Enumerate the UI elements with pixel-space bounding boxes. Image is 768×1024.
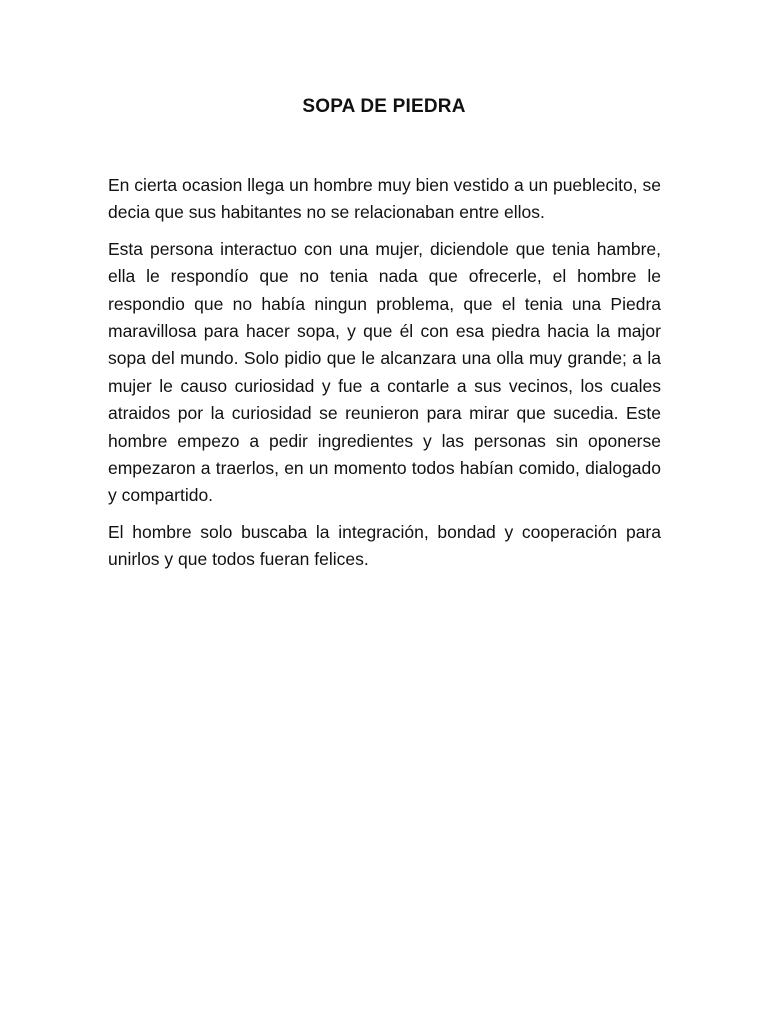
paragraph-2: Esta persona interactuo con una mujer, diciendole que tenia hambre, ella le respondío que no tenia nada que ofrecerle, el hombre le respondio que no había ningun problema, que el tenia una Piedra maravillosa para hacer sopa, y que él con esa piedra hacia la major sopa del mundo. Solo pidio que le alcanzara una olla muy grande; a la mujer le causo curiosidad y fue a contarle a sus vecinos, los cuales atraidos por la curiosidad se reunieron para mirar que sucedia. Este hombre empezo a pedir ingredientes y las personas sin oponerse empezaron a traerlos, en un momento todos habían comido, dialogado y compartido. bbox=[108, 238, 661, 506]
document-body bbox=[108, 172, 661, 583]
paragraph-3: El hombre solo buscaba la integración, bondad y cooperación para unirlos y que todos fueran felices. bbox=[108, 521, 661, 570]
paragraph-1: En cierta ocasion llega un hombre muy bien vestido a un pueblecito, se decia que sus habitantes no se relacionaban entre ellos. bbox=[108, 175, 661, 223]
document-title: SOPA DE PIEDRA bbox=[302, 96, 466, 117]
